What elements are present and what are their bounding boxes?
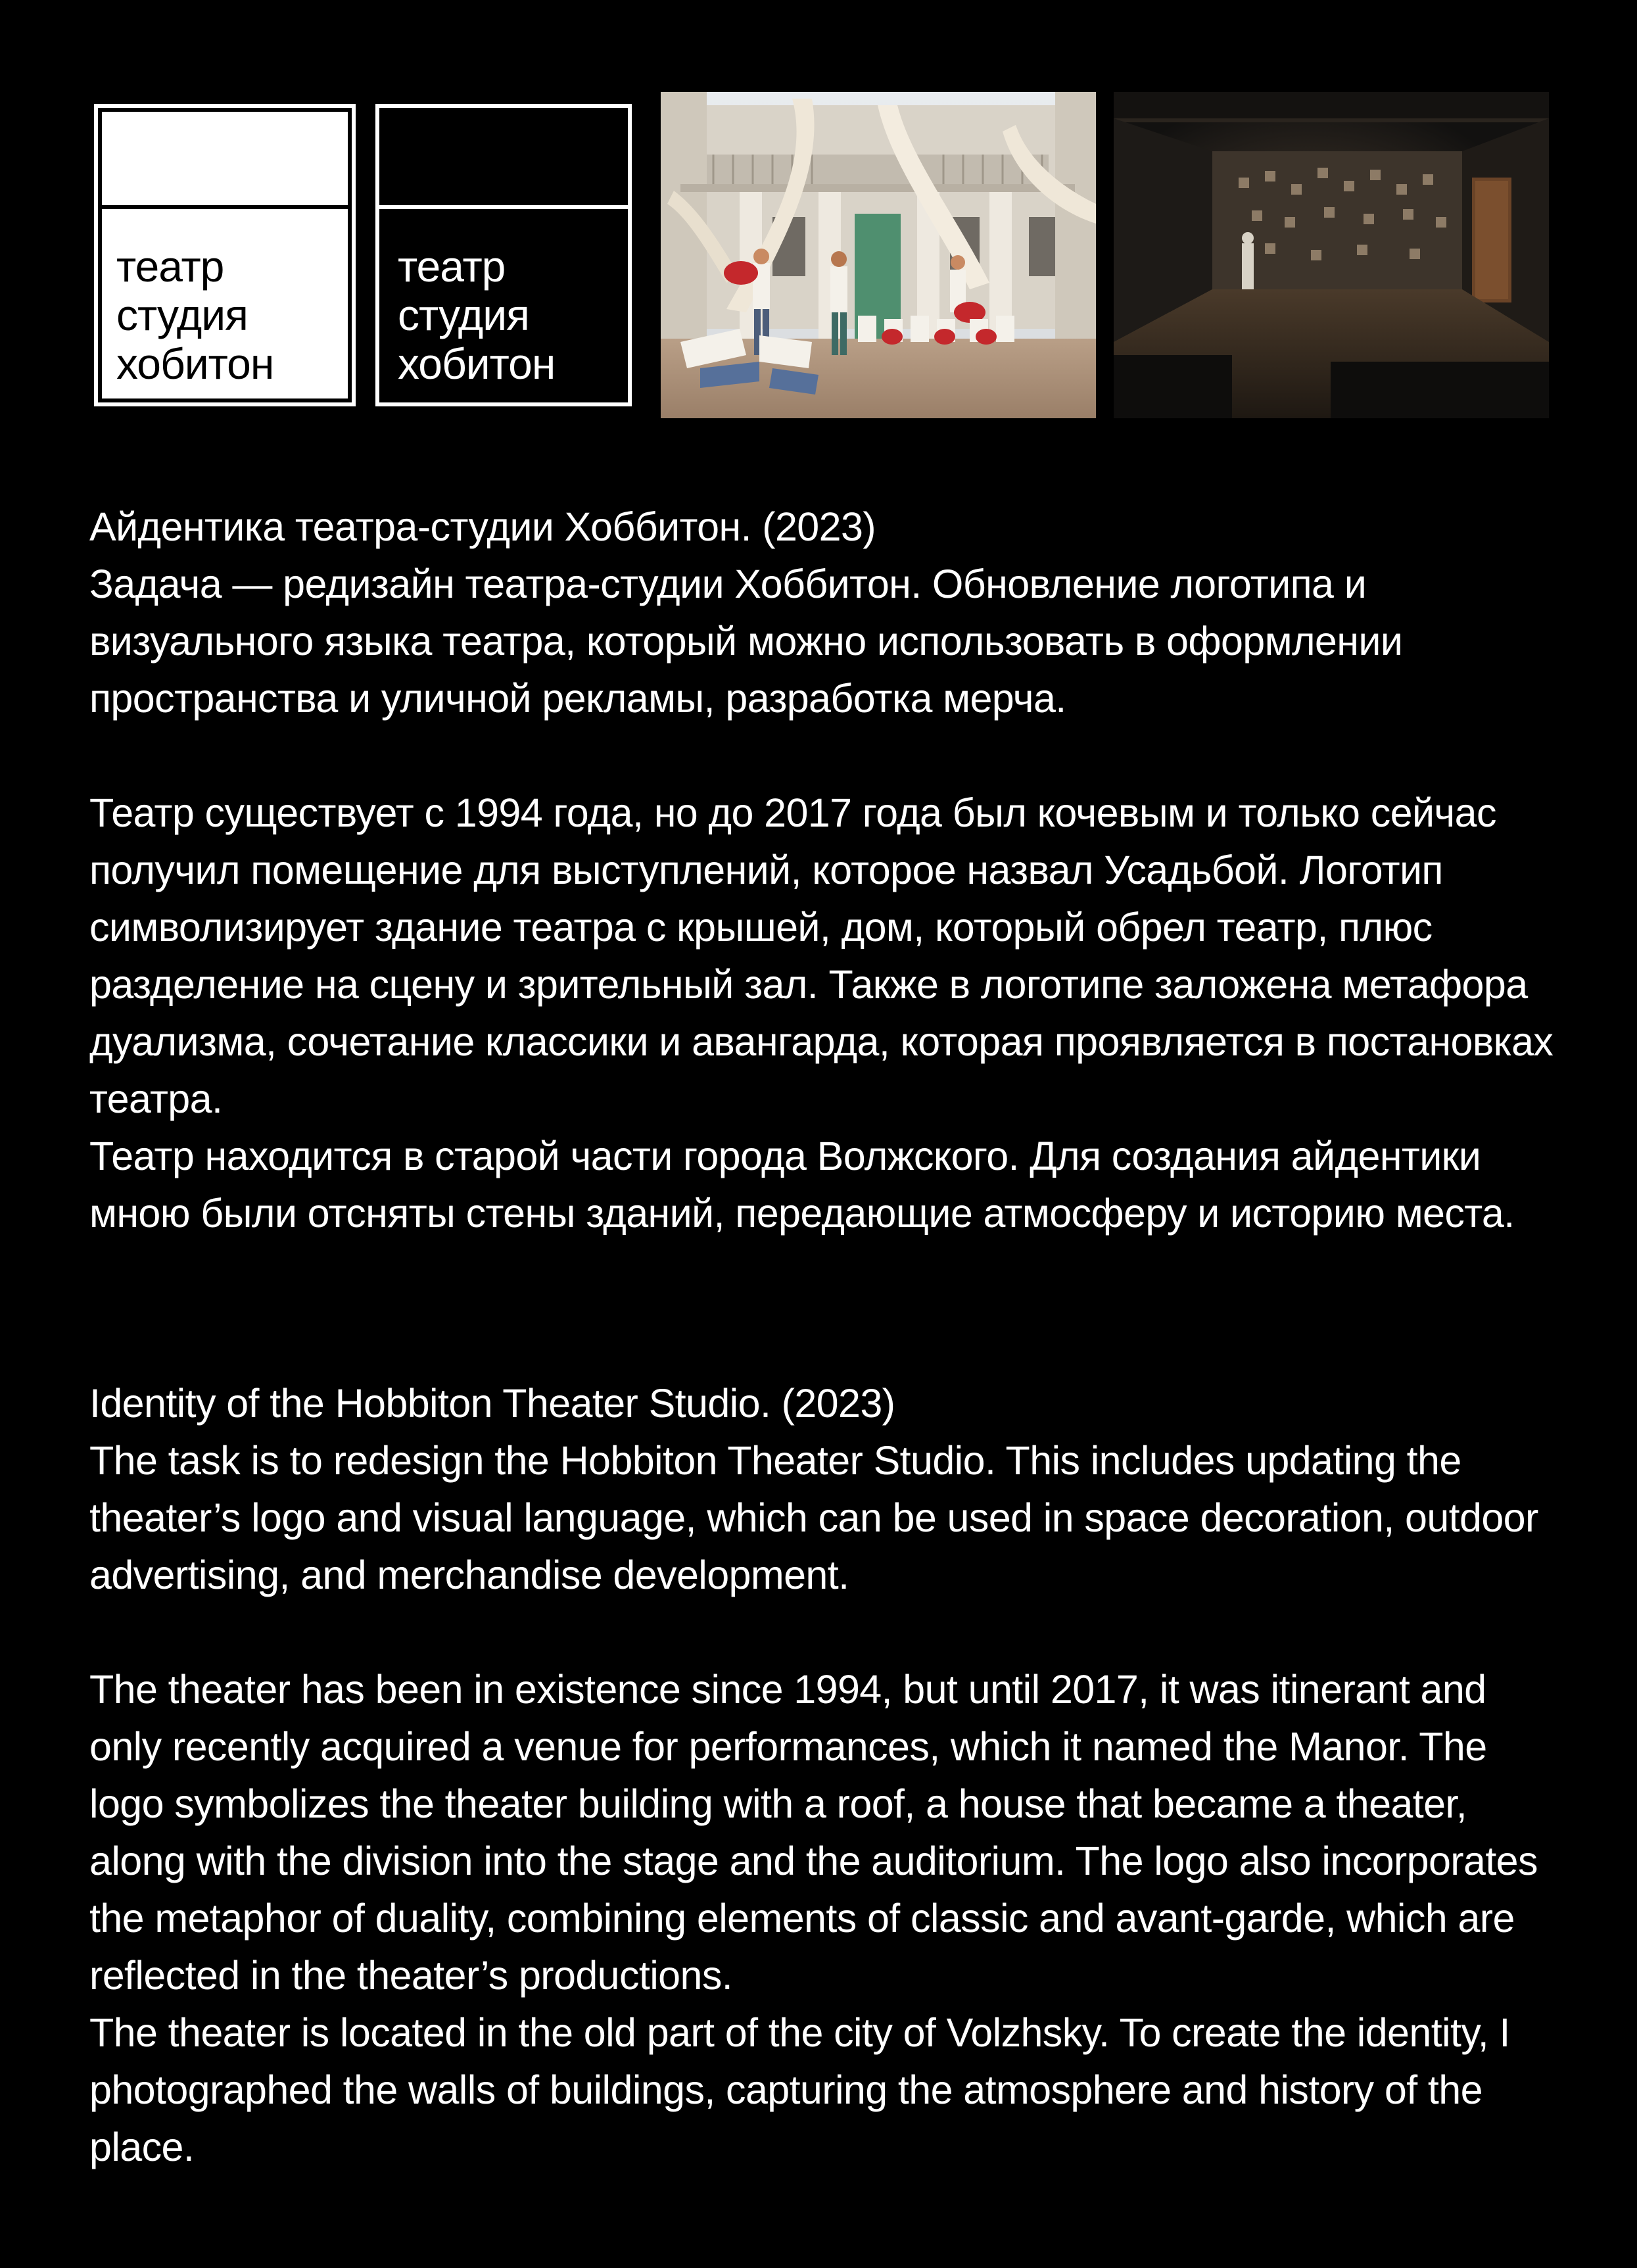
courtyard-performance-photo [661, 92, 1096, 418]
courtyard-photo-art [661, 92, 1096, 418]
wordmark-line-1: театр [398, 242, 506, 291]
wordmark-line-3: хобитон [398, 339, 556, 388]
logo-dark-variant [375, 104, 632, 406]
title-ru: Айдентика театра-студии Хоббитон. (2023) [89, 504, 876, 549]
wordmark-line-2: студия [116, 291, 248, 339]
logo-roof [379, 108, 628, 209]
wordmark-line-2: студия [398, 291, 529, 339]
header-gallery [94, 92, 1549, 418]
description-ru [89, 498, 1555, 1242]
wordmark-line-3: хобитон [116, 339, 274, 388]
description-en [89, 1375, 1555, 2176]
hall-photo-art [1114, 92, 1549, 418]
task-en: The task is to redesign the Hobbiton Theater Studio. This includes updating the theater’s logo and visual language, which can be used in space decoration, outdoor advertising, and merchandise development. [89, 1438, 1538, 1597]
logo-light-variant [94, 104, 356, 406]
location-ru: Театр находится в старой части города Волжского. Для создания айдентики мною были отсняты стены зданий, передающие атмосферу и историю места. [89, 1134, 1515, 1236]
wordmark-line-1: театр [116, 242, 224, 291]
logo-wordmark [116, 242, 273, 388]
task-ru: Задача — редизайн театра-студии Хоббитон. Обновление логотипа и визуального языка театра, который можно использовать в оформлении пространства и уличной рекламы, разработка мерча. [89, 562, 1403, 721]
logo-wordmark [398, 242, 555, 388]
title-en: Identity of the Hobbiton Theater Studio. (2023) [89, 1381, 895, 1426]
history-en: The theater has been in existence since 1994, but until 2017, it was itinerant and only recently acquired a venue for performances, which it named the Manor. The logo symbolizes the theater building with a roof, a house that became a theater, along with the division into the stage and the auditorium. The logo also incorporates the metaphor of duality, combining elements of classic and avant-garde, which are reflected in the theater’s productions. [89, 1667, 1538, 1998]
history-ru: Театр существует с 1994 года, но до 2017 года был кочевым и только сейчас получил помещение для выступлений, которое назвал Усадьбой. Логотип символизирует здание театра с крышей, дом, который обрел театр, плюс разделение на сцену и зрительный зал. Также в логотипе заложена метафора дуализма, сочетание классики и авангарда, которая проявляется в постановках театра. [89, 790, 1554, 1121]
location-en: The theater is located in the old part of the city of Volzhsky. To create the identity, I photographed the walls of buildings, capturing the atmosphere and history of the place. [89, 2010, 1510, 2169]
interior-hall-photo [1114, 92, 1549, 418]
